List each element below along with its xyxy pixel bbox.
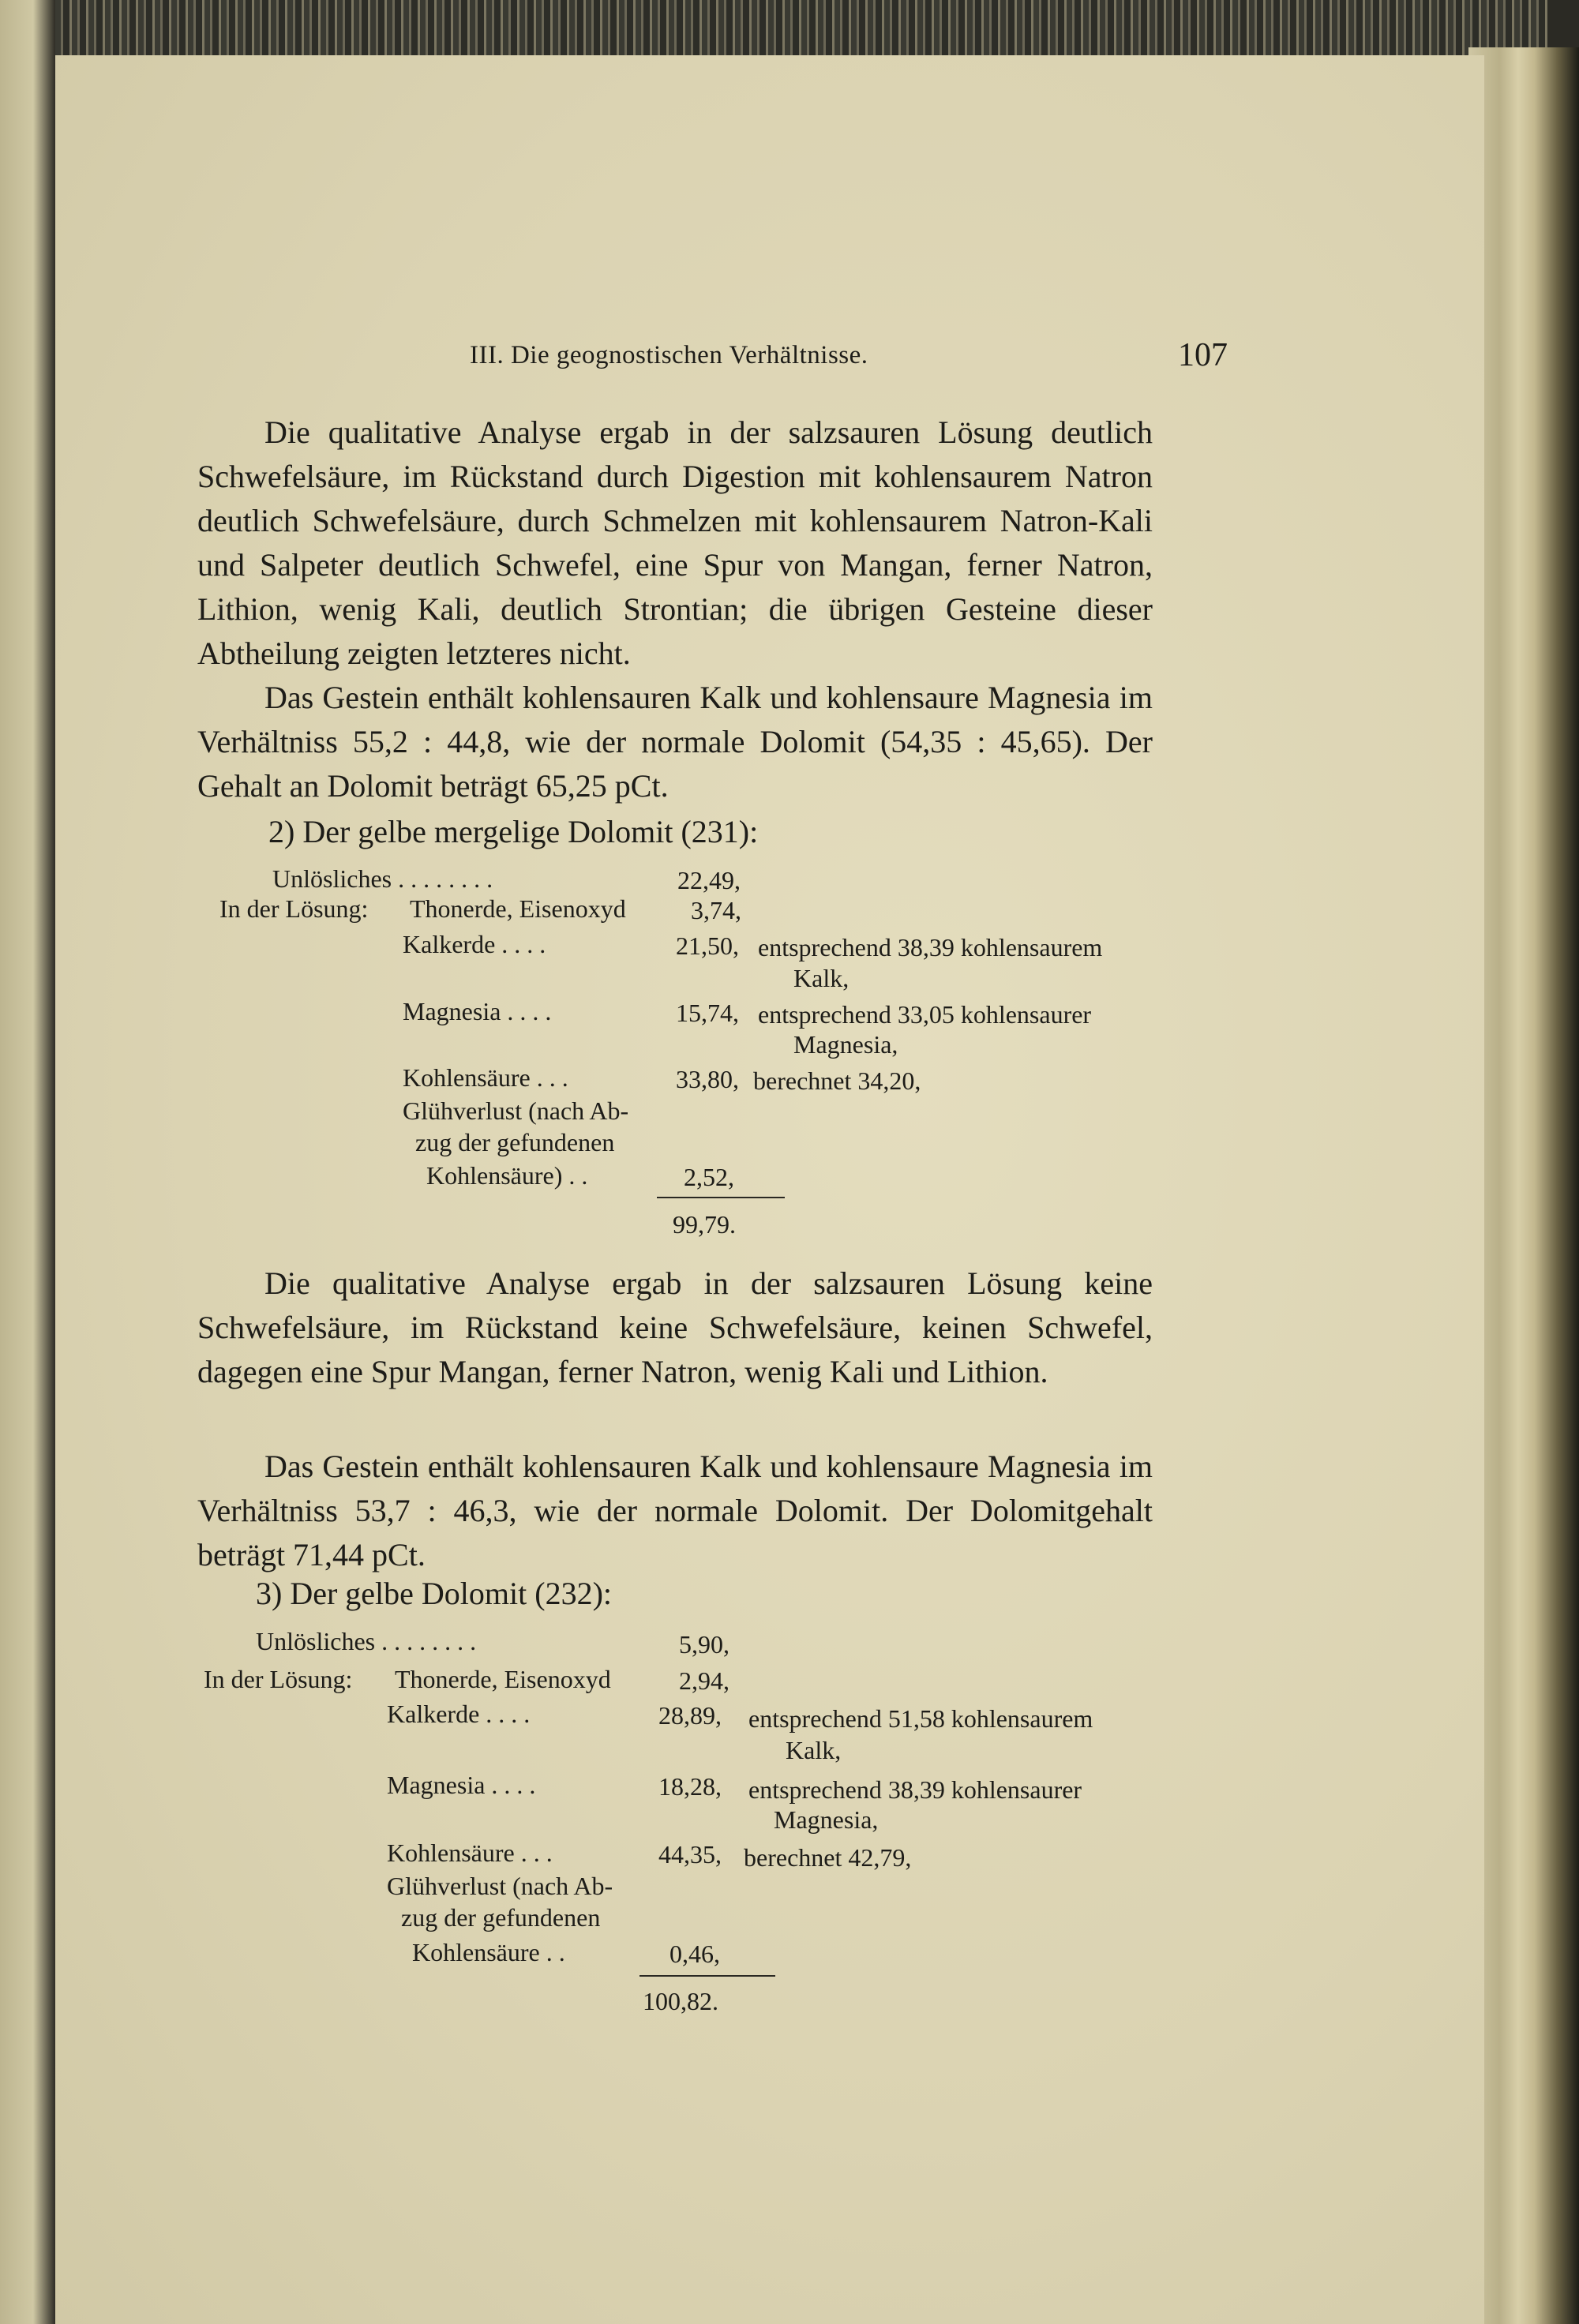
row-label: Magnesia . . . . — [387, 1771, 536, 1799]
sample-heading-231: 2) Der gelbe mergelige Dolomit (231): — [268, 814, 759, 849]
row-label: Thonerde, Eisenoxyd — [410, 894, 626, 923]
paragraph-qualitative-2: Die qualitative Analyse ergab in der salzsauren Lösung keine Schwefelsäure, im Rückstand keine Schwefelsäure, keinen Schwefel, dagegen eine Spur Mangan, ferner Natron, wenig Kali und Lithion. — [197, 1265, 1153, 1389]
row-note: entsprechend 38,39 kohlensaurer — [748, 1775, 1082, 1804]
row-value: 0,46, — [669, 1940, 720, 1968]
sum-rule — [657, 1197, 785, 1198]
row-value: 44,35, — [658, 1840, 722, 1869]
row-label: Magnesia . . . . — [403, 997, 552, 1025]
row-note: entsprechend 38,39 kohlensaurem — [758, 933, 1103, 961]
row-note: berechnet 42,79, — [744, 1843, 912, 1872]
row-value: 15,74, — [676, 999, 739, 1027]
row-note: entsprechend 33,05 kohlensaurer — [758, 1000, 1092, 1029]
book-left-edge — [0, 0, 55, 2324]
sum-rule — [639, 1975, 775, 1977]
row-note: Magnesia, — [793, 1030, 898, 1059]
row-value: 22,49, — [677, 866, 741, 894]
row-label: Kalkerde . . . . — [387, 1700, 531, 1728]
row-note: Kalk, — [786, 1736, 842, 1764]
book-page — [55, 55, 1484, 2324]
row-note: entsprechend 51,58 kohlensaurem — [748, 1704, 1093, 1733]
row-label: zug der gefundenen — [401, 1903, 601, 1932]
running-header — [470, 336, 1228, 384]
running-title: III. Die geognostischen Verhältnisse. — [470, 341, 868, 369]
row-label: Thonerde, Eisenoxyd — [395, 1665, 611, 1693]
row-label: Kohlensäure . . . — [403, 1063, 568, 1092]
row-prefix: In der Lösung: — [204, 1665, 353, 1693]
sample-heading-232: 3) Der gelbe Dolomit (232): — [256, 1576, 612, 1611]
row-label: Unlösliches . . . . . . . . — [256, 1627, 477, 1655]
paragraph-qualitative-1: Die qualitative Analyse ergab in der salzsauren Lösung deutlich Schwefelsäure, im Rückstand durch Digestion mit kohlensaurem Natron deutlich Schwefelsäure, durch Schmelzen mit kohlensaurem Natron-Kali und Salpeter deutlich Schwefel, eine Spur von Mangan, ferner Natron, Lithion, wenig Kali, deutlich Strontian; die übrigen Gesteine dieser Abtheilung zeigten letzteres nicht. — [197, 414, 1153, 671]
row-value: 2,94, — [679, 1666, 729, 1695]
paragraph-ratio-2: Das Gestein enthält kohlensauren Kalk und kohlensaure Magnesia im Verhältniss 53,7 : 46,3, wie der normale Dolomit. Der Dolomitgehalt beträgt 71,44 pCt. — [197, 1449, 1153, 1572]
row-label: zug der gefundenen — [415, 1128, 615, 1156]
row-label: Glühverlust (nach Ab- — [403, 1096, 629, 1125]
row-value: 21,50, — [676, 931, 739, 960]
row-value: 33,80, — [676, 1065, 739, 1093]
row-value: 5,90, — [679, 1630, 729, 1659]
row-value: 28,89, — [658, 1701, 722, 1730]
row-value: 2,52, — [684, 1163, 734, 1191]
page-number: 107 — [1178, 337, 1228, 373]
total-value: 99,79. — [673, 1210, 736, 1239]
row-label: Kohlensäure) . . — [426, 1161, 588, 1190]
row-label: Glühverlust (nach Ab- — [387, 1872, 613, 1900]
book-page-edges — [1468, 47, 1579, 2324]
row-value: 3,74, — [691, 896, 741, 924]
row-value: 18,28, — [658, 1772, 722, 1801]
row-label: Unlösliches . . . . . . . . — [272, 864, 493, 893]
row-note: berechnet 34,20, — [753, 1066, 921, 1095]
book-spine-top — [55, 0, 1547, 63]
row-label: Kohlensäure . . — [412, 1938, 565, 1966]
row-label: Kohlensäure . . . — [387, 1839, 553, 1867]
row-note: Kalk, — [793, 964, 850, 992]
total-value: 100,82. — [643, 1987, 718, 2015]
paragraph-ratio-1: Das Gestein enthält kohlensauren Kalk und kohlensaure Magnesia im Verhältniss 55,2 : 44,8, wie der normale Dolomit (54,35 : 45,65). Der Gehalt an Dolomit beträgt 65,25 pCt. — [197, 680, 1153, 804]
row-note: Magnesia, — [774, 1805, 879, 1834]
row-label: Kalkerde . . . . — [403, 930, 546, 958]
row-prefix: In der Lösung: — [219, 894, 369, 923]
